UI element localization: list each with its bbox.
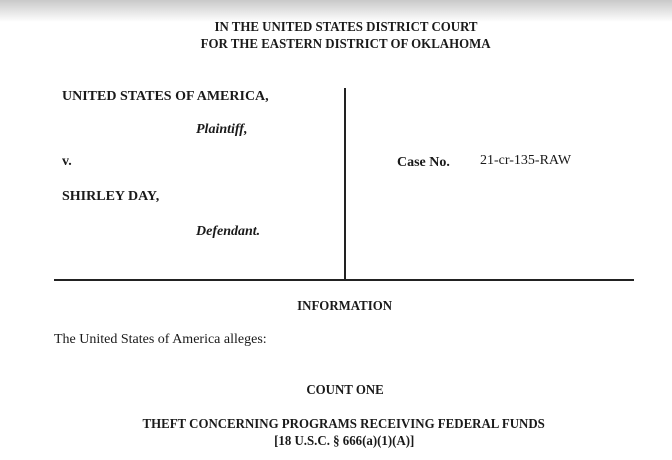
defendant-label: Defendant. [196, 224, 261, 239]
court-name-line1: IN THE UNITED STATES DISTRICT COURT [214, 20, 478, 35]
caption-vertical-divider [344, 88, 346, 281]
case-number-value: 21-cr-135-RAW [480, 153, 572, 168]
page-top-shadow [0, 0, 672, 22]
defendant-name: SHIRLEY DAY, [62, 189, 160, 204]
caption-horizontal-divider [54, 279, 634, 281]
intro-text: The United States of America alleges: [54, 332, 267, 347]
versus: v. [62, 154, 72, 169]
plaintiff-name: UNITED STATES OF AMERICA, [62, 89, 269, 104]
count-heading: COUNT ONE [306, 383, 384, 398]
plaintiff-label: Plaintiff, [196, 122, 248, 137]
document-title: INFORMATION [297, 299, 393, 314]
court-name-line2: FOR THE EASTERN DISTRICT OF OKLAHOMA [201, 37, 491, 52]
count-title: THEFT CONCERNING PROGRAMS RECEIVING FEDERAL FUNDS [142, 417, 546, 432]
case-number-label: Case No. [397, 155, 450, 170]
count-citation: [18 U.S.C. § 666(a)(1)(A)] [273, 434, 415, 449]
